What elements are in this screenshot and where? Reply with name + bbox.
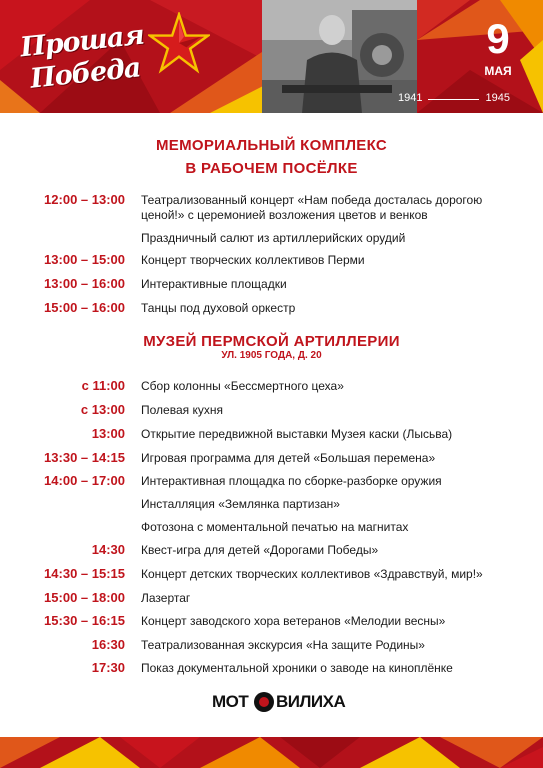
event-time: 15:00 – 18:00 bbox=[44, 590, 125, 605]
event-text: Интерактивные площадки bbox=[141, 277, 287, 291]
event-text: Открытие передвижной выставки Музея каски (Лысьва) bbox=[141, 427, 453, 441]
section2-title: МУЗЕЙ ПЕРМСКОЙ АРТИЛЛЕРИИ bbox=[143, 333, 400, 350]
event-time: 16:30 bbox=[91, 637, 125, 652]
schedule-row bbox=[0, 450, 543, 470]
year-end: 1945 bbox=[485, 92, 510, 104]
logo bbox=[14, 20, 164, 100]
brand-circle-icon bbox=[253, 691, 275, 713]
event-text: Театрализованная экскурсия «На защите Родины» bbox=[141, 638, 425, 652]
event-time: с 13:00 bbox=[80, 402, 125, 417]
event-text: Концерт заводского хора ветеранов «Мелодии весны» bbox=[141, 614, 446, 628]
schedule-row bbox=[0, 276, 543, 296]
section1-title-line1: МЕМОРИАЛЬНЫЙ КОМПЛЕКС bbox=[156, 137, 387, 154]
event-text: Квест-игра для детей «Дорогами Победы» bbox=[141, 543, 379, 557]
date-day: 9 bbox=[486, 15, 510, 62]
years-divider bbox=[428, 99, 479, 100]
schedule-row bbox=[0, 252, 543, 272]
logo-line2: Победа bbox=[28, 52, 142, 95]
event-text: Лазертаг bbox=[141, 591, 191, 605]
event-time: 12:00 – 13:00 bbox=[44, 192, 125, 207]
year-start: 1941 bbox=[398, 92, 423, 104]
schedule-row bbox=[0, 402, 543, 422]
brand-right: ВИЛИХА bbox=[276, 692, 346, 711]
event-text: Концерт детских творческих коллективов «Здравствуй, мир!» bbox=[141, 567, 483, 581]
schedule-row bbox=[0, 300, 543, 320]
event-text: Сбор колонны «Бессмертного цеха» bbox=[141, 379, 344, 393]
section2-address: УЛ. 1905 ГОДА, Д. 20 bbox=[221, 350, 322, 361]
event-text: Концерт творческих коллективов Перми bbox=[141, 253, 365, 267]
footer-pattern bbox=[0, 737, 543, 768]
schedule-row bbox=[0, 378, 543, 398]
event-text: Инсталляция «Землянка партизан» bbox=[141, 497, 340, 511]
event-text: Полевая кухня bbox=[141, 403, 223, 417]
event-time: 13:30 – 14:15 bbox=[44, 450, 125, 465]
footer-background bbox=[0, 737, 543, 768]
schedule-row bbox=[0, 473, 543, 493]
event-time: 13:00 – 16:00 bbox=[44, 276, 125, 291]
brand-left: МОТ bbox=[212, 692, 249, 711]
schedule-row bbox=[0, 590, 543, 610]
schedule-row bbox=[0, 637, 543, 657]
event-text: Фотозона с моментальной печатью на магнитах bbox=[141, 520, 409, 534]
schedule-row bbox=[0, 496, 543, 516]
event-time: 17:30 bbox=[91, 660, 125, 675]
event-time: 13:00 – 15:00 bbox=[44, 252, 125, 267]
event-time: 14:30 bbox=[91, 542, 125, 557]
years-range bbox=[398, 92, 510, 106]
schedule-row bbox=[0, 426, 543, 446]
event-time: 15:00 – 16:00 bbox=[44, 300, 125, 315]
event-time: 13:00 bbox=[91, 426, 125, 441]
schedule-row bbox=[0, 519, 543, 539]
schedule-row bbox=[0, 660, 543, 680]
event-text: Театрализованный концерт «Нам победа досталась дорогою bbox=[141, 193, 483, 207]
brand-logo bbox=[212, 690, 346, 716]
event-text: Праздничный салют из артиллерийских орудий bbox=[141, 231, 406, 245]
event-time: 14:00 – 17:00 bbox=[44, 473, 125, 488]
schedule-row bbox=[0, 230, 543, 250]
schedule-row bbox=[0, 613, 543, 633]
schedule-row bbox=[0, 192, 543, 222]
event-time: 14:30 – 15:15 bbox=[44, 566, 125, 581]
event-text: Интерактивная площадка по сборке-разборке оружия bbox=[141, 474, 442, 488]
event-text: Танцы под духовой оркестр bbox=[141, 301, 296, 315]
event-time: 15:30 – 16:15 bbox=[44, 613, 125, 628]
factory-worker-photo bbox=[262, 0, 417, 113]
section1-title-line2: В РАБОЧЕМ ПОСЁЛКЕ bbox=[185, 160, 358, 177]
event-text: Показ документальной хроники о заводе на киноплёнке bbox=[141, 661, 453, 675]
event-text: Игровая программа для детей «Большая перемена» bbox=[141, 451, 436, 465]
header-banner bbox=[0, 0, 543, 113]
logo-line1: Прошая bbox=[18, 19, 146, 64]
schedule-row bbox=[0, 542, 543, 562]
event-time: с 11:00 bbox=[81, 378, 125, 393]
schedule-row bbox=[0, 566, 543, 586]
date-month: МАЯ bbox=[484, 64, 512, 78]
event-text-continued: ценой!» с церемонией возложения цветов и венков bbox=[141, 208, 428, 222]
star-icon bbox=[148, 12, 210, 74]
